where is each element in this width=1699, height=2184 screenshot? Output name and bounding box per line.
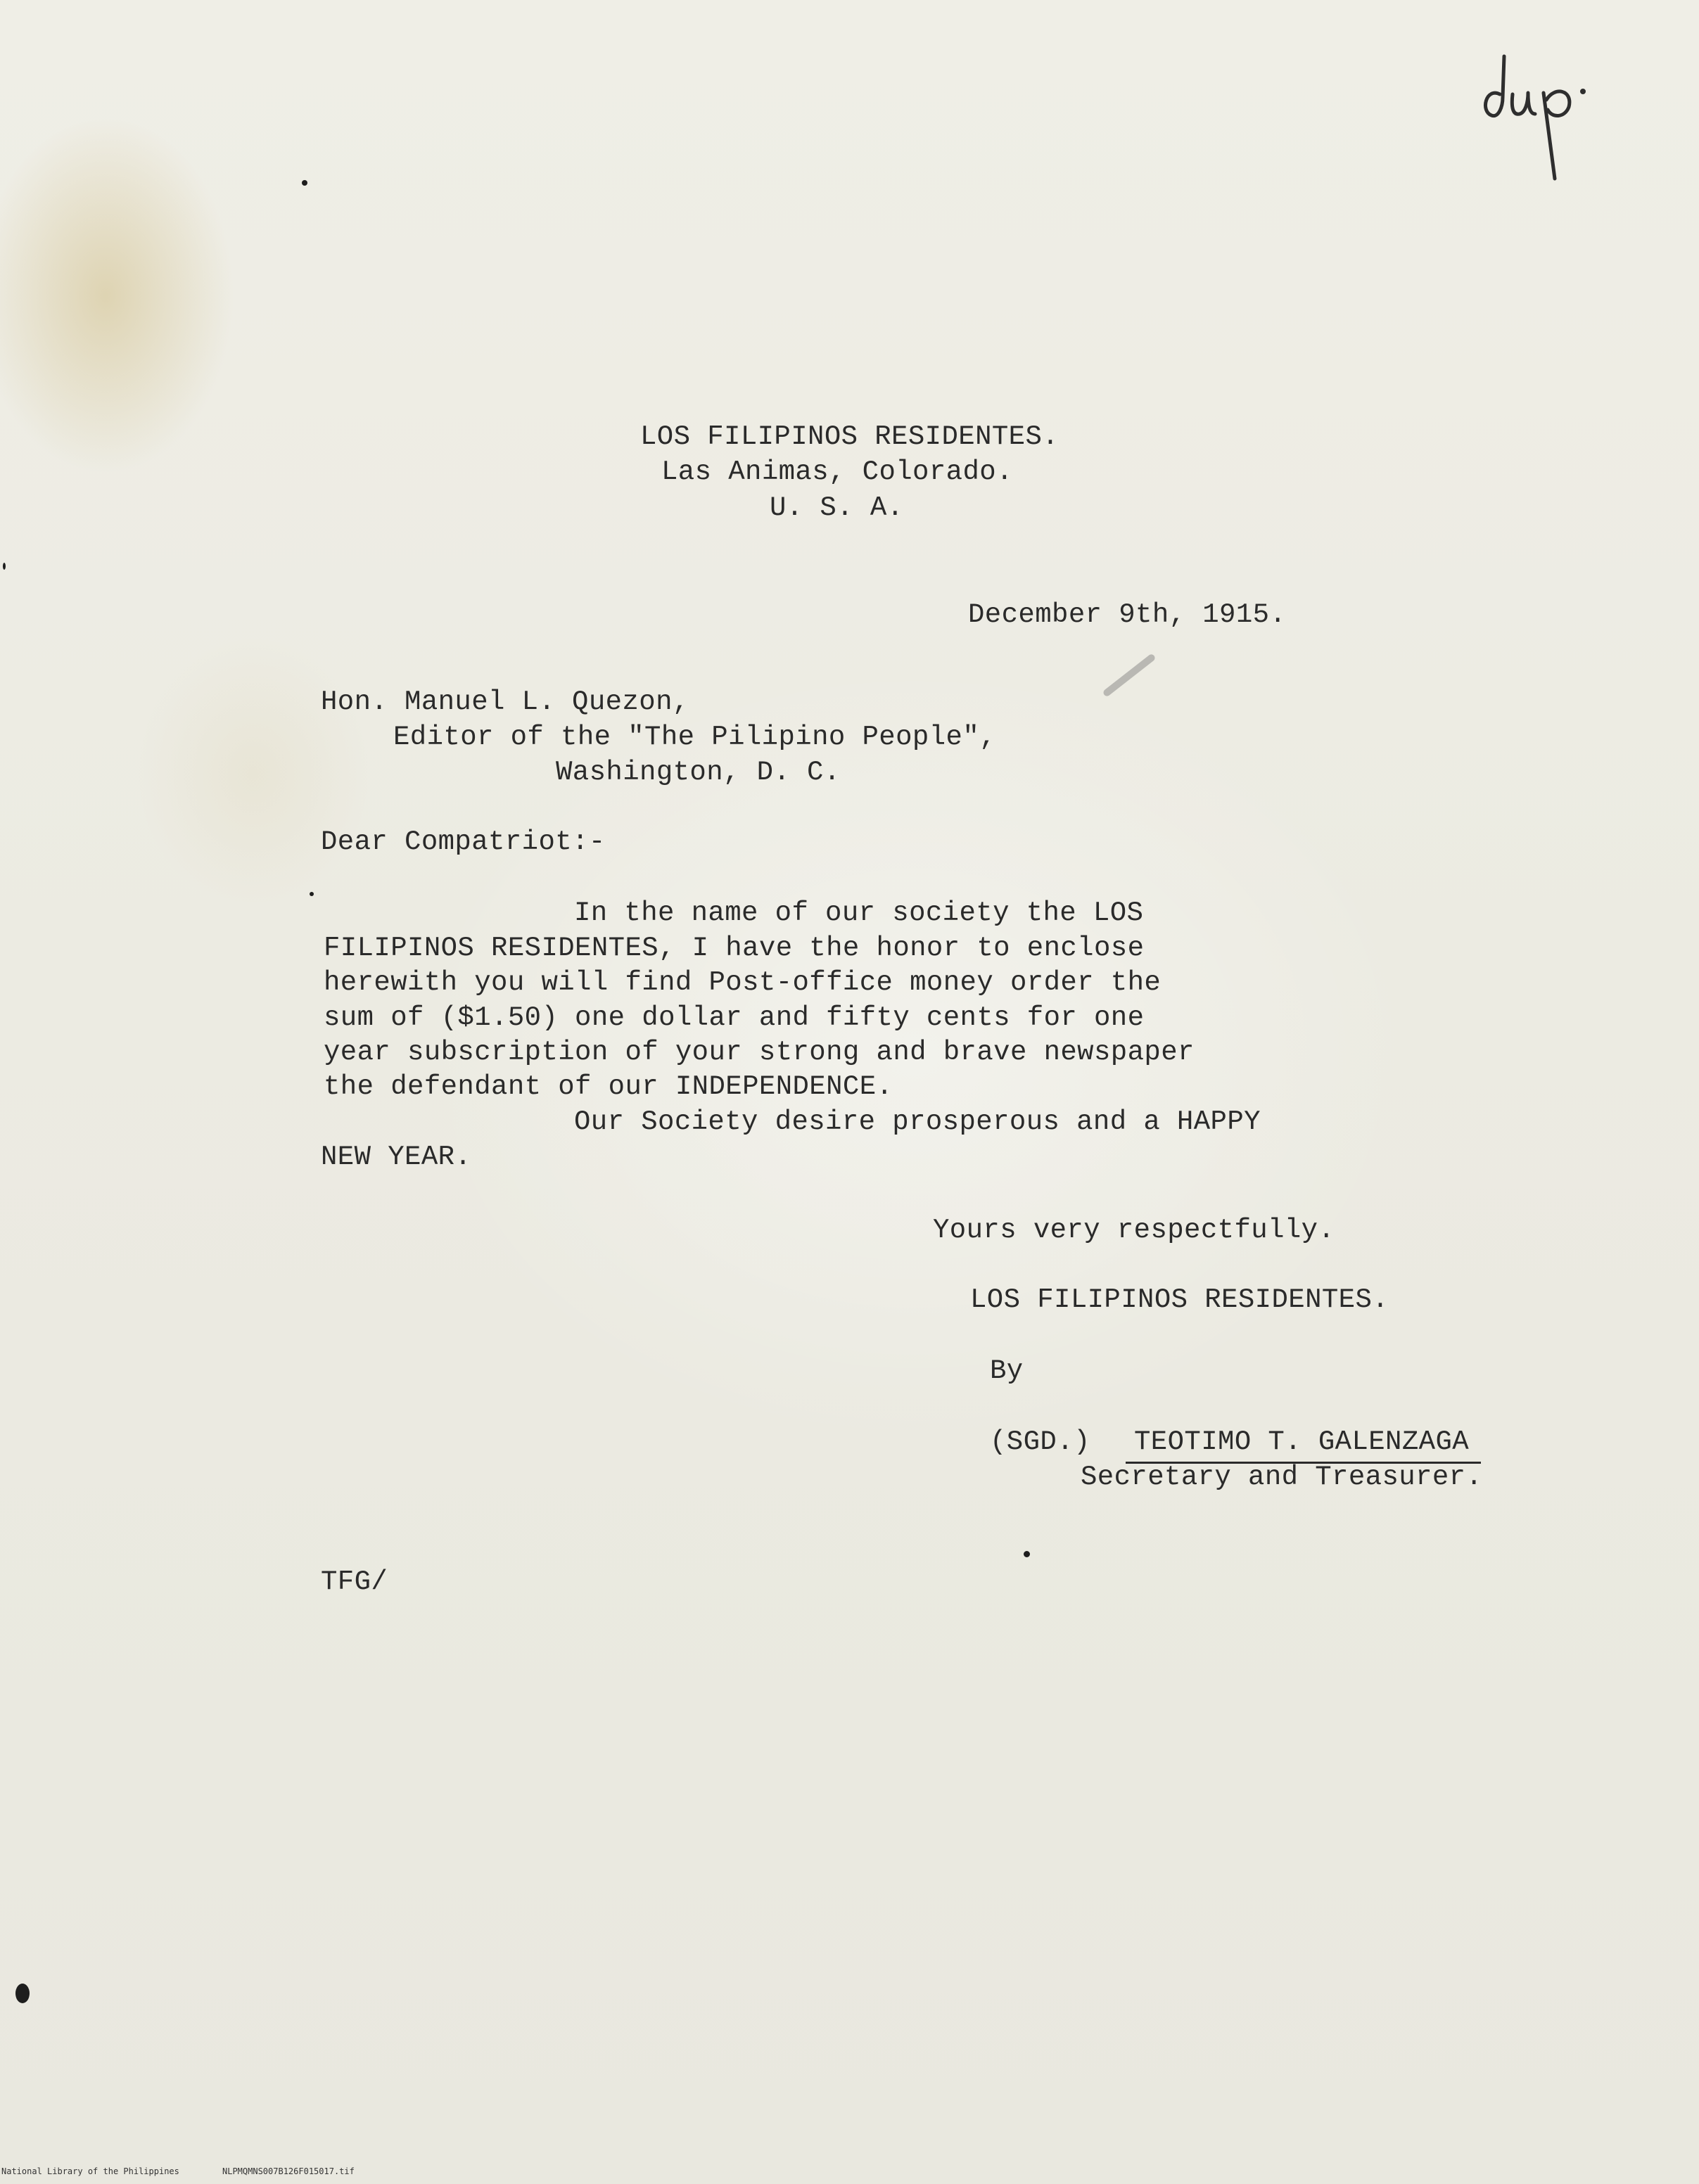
reference-initials: TFG/ — [321, 1566, 388, 1597]
salutation: Dear Compatriot:- — [321, 826, 606, 857]
signer-name: TEOTIMO T. GALENZAGA — [1134, 1426, 1470, 1457]
ink-speck — [310, 892, 314, 896]
letter-date: December 9th, 1915. — [968, 599, 1287, 630]
recipient-name: Hon. Manuel L. Quezon, — [321, 687, 689, 717]
body-line: the defendant of our INDEPENDENCE. — [324, 1071, 893, 1102]
letterhead-city: Las Animas, Colorado. — [661, 456, 1013, 487]
ink-speck — [3, 563, 6, 570]
body-line: NEW YEAR. — [321, 1142, 472, 1173]
signed-prefix: (SGD.) — [990, 1426, 1090, 1457]
letterhead-organization: LOS FILIPINOS RESIDENTES. — [640, 421, 1060, 452]
signer-title: Secretary and Treasurer. — [1081, 1462, 1483, 1493]
ink-speck — [1024, 1551, 1030, 1557]
body-line: sum of ($1.50) one dollar and fifty cents for one — [324, 1002, 1145, 1033]
recipient-location: Washington, D. C. — [556, 757, 841, 788]
body-line: herewith you will find Post-office money order the — [324, 967, 1162, 998]
footer-institution: National Library of the Philippines — [1, 2166, 179, 2176]
handwritten-dup-note — [1476, 51, 1603, 184]
footer-file-id: NLPMQMNS007B126F015017.tif — [222, 2166, 355, 2176]
body-line: Our Society desire prosperous and a HAPPY — [574, 1106, 1261, 1137]
body-line: In the name of our society the LOS — [574, 898, 1144, 928]
complimentary-close: Yours very respectfully. — [933, 1215, 1335, 1246]
letterhead-country: U. S. A. — [770, 492, 904, 523]
closing-by: By — [990, 1355, 1024, 1386]
body-line: FILIPINOS RESIDENTES, I have the honor to enclose — [324, 933, 1145, 964]
body-line: year subscription of your strong and brave newspaper — [324, 1037, 1195, 1068]
recipient-title: Editor of the "The Pilipino People", — [393, 722, 996, 753]
closing-organization: LOS FILIPINOS RESIDENTES. — [970, 1284, 1389, 1315]
ink-speck — [15, 1984, 30, 2003]
ink-smudge — [1102, 653, 1156, 697]
ink-speck — [302, 180, 307, 186]
